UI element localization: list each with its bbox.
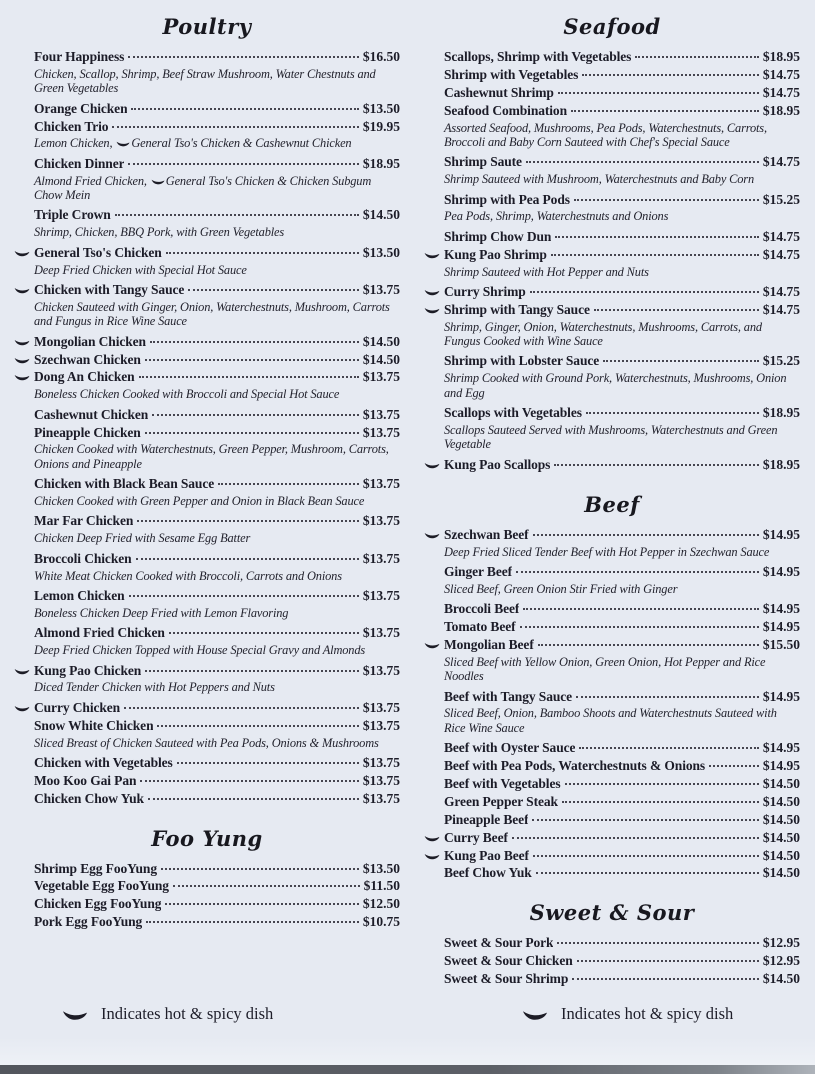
item-price: $18.95 (762, 49, 800, 64)
item-name: Curry Beef (444, 829, 508, 845)
item-name: Kung Pao Shrimp (444, 246, 547, 262)
item-price: $13.75 (362, 424, 400, 440)
dotted-leader (139, 376, 359, 378)
dotted-leader (150, 341, 359, 343)
dotted-leader (562, 801, 759, 803)
item-price: $14.75 (762, 84, 800, 100)
menu-section-sweet-sour (424, 900, 800, 988)
menu-item-row (14, 352, 400, 369)
item-name: Green Pepper Steak (444, 793, 558, 809)
menu-item-row (14, 914, 400, 931)
menu-item-row (424, 247, 800, 264)
menu-item-row (424, 49, 800, 66)
item-price: $18.95 (762, 405, 800, 421)
item-price: $18.95 (762, 456, 800, 472)
section-heading-poultry: Poultry (162, 14, 252, 39)
item-description: Shrimp, Ginger, Onion, Waterchestnuts, Mushrooms, Carrots, and Fungus Cooked with Wine Sauce (444, 319, 762, 349)
menu-item-row (424, 830, 800, 847)
hot-spicy-icon (14, 704, 30, 712)
hot-spicy-icon (14, 338, 30, 346)
item-name: Beef with Pea Pods, Waterchestnuts & Onions (444, 758, 706, 774)
dotted-leader (128, 56, 359, 58)
dotted-leader (140, 780, 359, 782)
menu-item-row (424, 601, 800, 618)
item-price: $13.75 (362, 476, 400, 492)
item-price: $10.75 (362, 914, 400, 930)
item-price: $14.50 (762, 793, 800, 809)
item-description: Sliced Beef, Green Onion Stir Fried with Ginger (444, 581, 678, 596)
dotted-leader (512, 837, 759, 839)
item-price: $18.95 (762, 102, 800, 118)
dotted-leader (523, 608, 759, 610)
item-name: Kung Pao Chicken (34, 662, 142, 678)
dotted-leader (136, 558, 359, 560)
menu-item-row (424, 85, 800, 102)
dotted-leader (129, 595, 359, 597)
item-price: $14.50 (762, 971, 800, 987)
menu-item-row (424, 794, 800, 811)
menu-item-row (424, 935, 800, 952)
item-name: Moo Koo Gai Pan (34, 772, 137, 788)
dotted-leader (538, 644, 759, 646)
item-price: $13.75 (362, 717, 400, 733)
item-price: $14.50 (762, 776, 800, 792)
item-name: Pineapple Chicken (34, 424, 141, 440)
item-price: $12.50 (362, 896, 400, 912)
section-heading-seafood: Seafood (563, 14, 661, 39)
menu-item-row (14, 551, 400, 568)
menu-item-row (424, 353, 800, 370)
item-name: Chicken with Black Bean Sauce (34, 476, 215, 492)
item-price: $13.75 (362, 513, 400, 529)
item-name: Beef Chow Yuk (444, 865, 532, 881)
dotted-leader (635, 56, 759, 58)
item-name: Snow White Chicken (34, 717, 154, 733)
hot-spicy-icon (424, 251, 440, 259)
item-description: Sliced Beef, Onion, Bamboo Shoots and Waterchestnuts Sauteed with Rice Wine Sauce (444, 706, 777, 735)
menu-item-row (424, 457, 800, 474)
menu-item-row (14, 773, 400, 790)
dotted-leader (145, 359, 359, 361)
item-price: $14.95 (762, 563, 800, 579)
dotted-leader (177, 762, 359, 764)
dotted-leader (536, 872, 759, 874)
item-name: Almond Fried Chicken (34, 625, 165, 641)
dotted-leader (128, 163, 358, 165)
item-price: $13.75 (362, 625, 400, 641)
item-description: Deep Fried Chicken with Special Hot Sauce (34, 262, 247, 277)
item-description: Shrimp Sauteed with Hot Pepper and Nuts (444, 264, 649, 279)
item-description: Shrimp, Chicken, BBQ Pork, with Green Vegetables (34, 225, 285, 240)
hot-spicy-icon (424, 852, 440, 860)
item-name: Kung Pao Beef (444, 847, 529, 863)
spicy-legend-text: Indicates hot & spicy dish (101, 1004, 274, 1023)
item-name: Tomato Beef (444, 619, 516, 635)
dotted-leader (173, 885, 360, 887)
hot-spicy-icon (14, 667, 30, 675)
dotted-leader (582, 74, 759, 76)
hot-spicy-icon (424, 641, 440, 649)
dotted-leader (112, 126, 358, 128)
hot-spicy-icon (14, 286, 30, 294)
item-name: Chicken with Tangy Sauce (34, 281, 185, 297)
dotted-leader (558, 92, 759, 94)
menu-item-row (424, 564, 800, 581)
menu-item-row (14, 896, 400, 913)
menu-section-seafood (424, 14, 800, 474)
item-name: Seafood Combination (444, 102, 567, 118)
menu-item-row (14, 861, 400, 878)
menu-section-beef (424, 492, 800, 883)
item-name: Curry Chicken (34, 699, 121, 715)
dotted-leader (576, 696, 759, 698)
menu-section-foo-yung (14, 826, 400, 932)
hot-spicy-icon (14, 249, 30, 257)
item-name: Shrimp Chow Dun (444, 228, 552, 244)
dotted-leader (530, 291, 759, 293)
item-name: Ginger Beef (444, 563, 513, 579)
item-name: Shrimp with Lobster Sauce (444, 353, 600, 369)
item-description: Boneless Chicken Cooked with Broccoli and Special Hot Sauce (34, 387, 340, 402)
item-name: Orange Chicken (34, 100, 128, 116)
dotted-leader (131, 108, 358, 110)
dotted-leader (533, 855, 759, 857)
item-name: Dong An Chicken (34, 369, 135, 385)
menu-item-row (14, 369, 400, 386)
menu-item-row (14, 513, 400, 530)
menu-item-row (424, 527, 800, 544)
item-price: $13.75 (362, 406, 400, 422)
item-price: $14.95 (762, 601, 800, 617)
menu-item-row (14, 878, 400, 895)
menu-item-row (424, 776, 800, 793)
hot-spicy-icon (116, 140, 130, 147)
item-description: Deep Fried Sliced Tender Beef with Hot Pepper in Szechwan Sauce (444, 544, 770, 559)
menu-item-row (14, 245, 400, 262)
dotted-leader (146, 921, 359, 923)
hot-spicy-icon (522, 1008, 548, 1021)
menu-item-row (424, 865, 800, 882)
item-description: Sliced Breast of Chicken Sauteed with Pea Pods, Onions & Mushrooms (34, 735, 379, 750)
item-price: $11.50 (363, 878, 400, 894)
item-price: $14.95 (762, 526, 800, 542)
menu-item-row (14, 663, 400, 680)
menu-item-row (424, 971, 800, 988)
item-name: Chicken Chow Yuk (34, 790, 144, 806)
menu-item-row (424, 302, 800, 319)
item-price: $14.95 (762, 619, 800, 635)
menu-item-row (424, 67, 800, 84)
item-description: Chicken, Scallop, Shrimp, Beef Straw Mushroom, Water Chestnuts and Green Vegetables (34, 66, 376, 96)
hot-spicy-icon (151, 178, 165, 185)
hot-spicy-icon (14, 373, 30, 381)
dotted-leader (603, 360, 759, 362)
item-price: $14.95 (762, 740, 800, 756)
item-name: Vegetable Egg FooYung (34, 878, 169, 894)
item-description: Sliced Beef with Yellow Onion, Green Onion, Hot Pepper and Rice Noodles (444, 654, 766, 684)
item-name: Shrimp with Vegetables (444, 66, 579, 82)
item-price: $13.75 (362, 662, 400, 678)
item-name: Chicken with Vegetables (34, 754, 173, 770)
menu-item-row (14, 101, 400, 118)
menu-item-row (14, 791, 400, 808)
menu-item-row (14, 588, 400, 605)
dotted-leader (557, 942, 758, 944)
section-heading-beef: Beef (584, 491, 640, 517)
dotted-leader (532, 819, 758, 821)
menu-item-row (14, 156, 400, 173)
item-description: Chicken Deep Fried with Sesame Egg Batter (34, 531, 251, 546)
item-description: Boneless Chicken Deep Fried with Lemon Flavoring (34, 605, 289, 620)
menu-item-row (14, 700, 400, 717)
menu-column-right (424, 14, 800, 989)
dotted-leader (166, 252, 359, 254)
item-price: $14.75 (762, 301, 800, 317)
item-price: $13.50 (362, 860, 400, 876)
item-description: White Meat Chicken Cooked with Broccoli, Carrots and Onions (34, 568, 342, 583)
item-name: Cashewnut Chicken (34, 406, 149, 422)
item-description: Assorted Seafood, Mushrooms, Pea Pods, Waterchestnuts, Carrots, Broccoli and Baby Corn Sauteed with Chef's Special Sauce (444, 120, 767, 149)
item-price: $13.75 (362, 790, 400, 806)
item-name: Triple Crown (34, 207, 111, 223)
dotted-leader (551, 254, 759, 256)
item-name: Beef with Tangy Sauce (444, 688, 573, 704)
menu-column-left (14, 14, 400, 989)
item-price: $14.50 (362, 351, 400, 367)
menu-item-row (14, 282, 400, 299)
dotted-leader (594, 309, 759, 311)
item-price: $15.25 (762, 353, 800, 369)
item-name: Scallops with Vegetables (444, 405, 582, 421)
menu-item-row (14, 407, 400, 424)
item-price: $14.50 (762, 829, 800, 845)
section-heading-sweet-sour: Sweet & Sour (529, 900, 695, 926)
dotted-leader (555, 236, 759, 238)
item-name: Sweet & Sour Chicken (444, 953, 573, 969)
hot-spicy-icon (424, 461, 440, 469)
menu-section-poultry (14, 14, 400, 808)
menu-item-row (14, 625, 400, 642)
item-price: $14.50 (362, 207, 400, 223)
dotted-leader (574, 199, 759, 201)
item-name: Beef with Vegetables (444, 776, 561, 792)
dotted-leader (520, 626, 759, 628)
dotted-leader (579, 747, 758, 749)
menu-item-row (424, 154, 800, 171)
dotted-leader (533, 534, 759, 536)
item-description: Deep Fried Chicken Topped with House Special Gravy and Almonds (34, 643, 366, 658)
dotted-leader (137, 520, 359, 522)
item-name: Shrimp Egg FooYung (34, 860, 157, 876)
menu-item-row (424, 740, 800, 757)
item-name: Mongolian Chicken (34, 333, 146, 349)
menu-item-row (14, 476, 400, 493)
item-name: Curry Shrimp (444, 283, 526, 299)
item-name: Mongolian Beef (444, 636, 534, 652)
item-name: Shrimp with Pea Pods (444, 191, 570, 207)
dotted-leader (145, 670, 359, 672)
dotted-leader (115, 214, 359, 216)
item-price: $14.50 (762, 811, 800, 827)
item-price: $14.50 (762, 865, 800, 881)
dotted-leader (157, 725, 358, 727)
menu-item-row (14, 718, 400, 735)
item-name: Mar Far Chicken (34, 513, 134, 529)
menu-item-row (424, 229, 800, 246)
item-description: Chicken Cooked with Waterchestnuts, Green Pepper, Mushroom, Carrots, Onions and Pineapple (34, 442, 389, 471)
item-price: $12.95 (762, 935, 800, 951)
item-name: Szechwan Beef (444, 526, 529, 542)
item-price: $14.50 (362, 333, 400, 349)
menu-item-row (424, 103, 800, 120)
dotted-leader (571, 110, 759, 112)
item-name: Sweet & Sour Pork (444, 935, 554, 951)
dotted-leader (218, 483, 359, 485)
dotted-leader (152, 414, 359, 416)
item-price: $14.75 (762, 154, 800, 170)
menu-item-row (14, 334, 400, 351)
item-name: Beef with Oyster Sauce (444, 740, 576, 756)
dotted-leader (188, 289, 359, 291)
item-description: Lemon Chicken, General Tso's Chicken & Cashewnut Chicken (34, 136, 352, 151)
item-description: Chicken Cooked with Green Pepper and Onion in Black Bean Sauce (34, 494, 365, 509)
dotted-leader (572, 978, 759, 980)
item-price: $13.75 (362, 587, 400, 603)
item-description: Pea Pods, Shrimp, Waterchestnuts and Onions (444, 209, 669, 224)
dotted-leader (161, 868, 359, 870)
hot-spicy-icon (424, 288, 440, 296)
menu-item-row (14, 119, 400, 136)
menu-item-row (424, 953, 800, 970)
menu-item-row (424, 758, 800, 775)
item-name: Lemon Chicken (34, 587, 125, 603)
item-price: $13.75 (362, 281, 400, 297)
menu-item-row (14, 755, 400, 772)
item-price: $14.75 (762, 283, 800, 299)
item-price: $13.50 (362, 244, 400, 260)
item-name: Chicken Trio (34, 118, 109, 134)
spicy-legend-right (522, 1004, 733, 1024)
hot-spicy-icon (14, 356, 30, 364)
item-description: Chicken Sauteed with Ginger, Onion, Waterchestnuts, Mushroom, Carrots and Fungus in Rice Wine Sauce (34, 299, 390, 329)
item-price: $16.50 (362, 49, 400, 64)
item-price: $13.50 (362, 100, 400, 116)
hot-spicy-icon (424, 834, 440, 842)
item-name: Cashewnut Shrimp (444, 84, 554, 100)
menu-item-row (424, 619, 800, 636)
item-price: $15.25 (762, 191, 800, 207)
menu-item-row (424, 812, 800, 829)
item-price: $14.95 (762, 758, 800, 774)
dotted-leader (124, 707, 359, 709)
item-name: Broccoli Beef (444, 601, 520, 617)
item-name: Scallops, Shrimp with Vegetables (444, 49, 632, 64)
item-price: $19.95 (362, 118, 400, 134)
item-name: Szechwan Chicken (34, 351, 141, 367)
item-price: $13.75 (362, 754, 400, 770)
item-name: Chicken Egg FooYung (34, 896, 162, 912)
item-name: Kung Pao Scallops (444, 456, 551, 472)
item-name: Shrimp Saute (444, 154, 522, 170)
menu-item-row (424, 192, 800, 209)
spicy-legend-text: Indicates hot & spicy dish (561, 1004, 734, 1023)
menu-item-row (14, 425, 400, 442)
item-price: $13.75 (362, 369, 400, 385)
dotted-leader (165, 903, 358, 905)
hot-spicy-icon (62, 1008, 88, 1021)
item-description: Diced Tender Chicken with Hot Peppers and Nuts (34, 680, 275, 695)
item-description: Scallops Sauteed Served with Mushrooms, Waterchestnuts and Green Vegetable (444, 423, 778, 452)
item-name: Broccoli Chicken (34, 550, 132, 566)
item-price: $18.95 (362, 155, 400, 171)
item-price: $13.75 (362, 699, 400, 715)
page-bottom-fade (0, 1037, 815, 1065)
item-name: Four Happiness (34, 49, 125, 64)
dotted-leader (577, 960, 759, 962)
item-price: $12.95 (762, 953, 800, 969)
item-price: $13.75 (362, 550, 400, 566)
menu-item-row (14, 49, 400, 66)
menu-item-row (424, 689, 800, 706)
item-name: Pineapple Beef (444, 811, 529, 827)
hot-spicy-icon (424, 306, 440, 314)
item-price: $14.50 (762, 847, 800, 863)
item-description: Shrimp Sauteed with Mushroom, Waterchestnuts and Baby Corn (444, 172, 755, 187)
item-description: Shrimp Cooked with Ground Pork, Waterchestnuts, Mushrooms, Onion and Egg (444, 371, 787, 400)
item-name: Chicken Dinner (34, 155, 125, 171)
section-heading-foo-yung: Foo Yung (151, 825, 263, 851)
scan-edge-strip (0, 1065, 815, 1074)
item-price: $15.50 (762, 636, 800, 652)
dotted-leader (148, 798, 359, 800)
spicy-legend-left (62, 1004, 273, 1024)
dotted-leader (526, 161, 759, 163)
dotted-leader (709, 765, 759, 767)
item-price: $14.95 (762, 688, 800, 704)
dotted-leader (169, 632, 359, 634)
item-description: Almond Fried Chicken, General Tso's Chicken & Chicken Subgum Chow Mein (34, 173, 372, 203)
menu-item-row (424, 284, 800, 301)
dotted-leader (554, 464, 759, 466)
dotted-leader (586, 412, 759, 414)
item-price: $14.75 (762, 66, 800, 82)
menu-item-row (424, 848, 800, 865)
item-price: $13.75 (362, 772, 400, 788)
item-name: Shrimp with Tangy Sauce (444, 301, 590, 317)
menu-item-row (424, 405, 800, 422)
item-name: Sweet & Sour Shrimp (444, 971, 569, 987)
dotted-leader (145, 432, 359, 434)
dotted-leader (565, 783, 759, 785)
item-name: Pork Egg FooYung (34, 914, 143, 930)
hot-spicy-icon (424, 531, 440, 539)
menu-item-row (424, 637, 800, 654)
dotted-leader (516, 571, 759, 573)
item-name: General Tso's Chicken (34, 244, 162, 260)
item-price: $14.75 (762, 228, 800, 244)
menu-item-row (14, 207, 400, 224)
item-price: $14.75 (762, 246, 800, 262)
